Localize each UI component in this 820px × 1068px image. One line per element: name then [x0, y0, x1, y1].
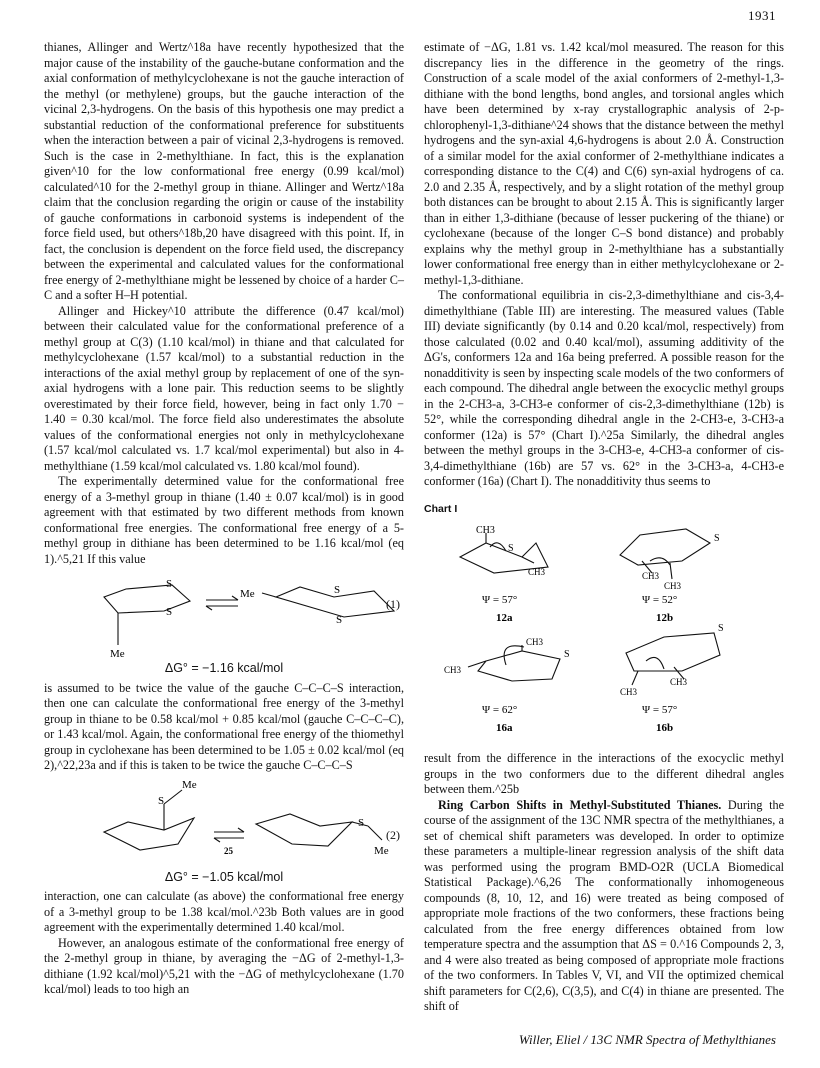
chart-12a-ch3-top: CH3: [476, 525, 495, 536]
chart-1: [424, 521, 784, 751]
equation-1-label: (1): [386, 597, 400, 611]
left-paragraph-2: Allinger and Hickey^10 attribute the difference (0.47 kcal/mol) between their calculated value for the conformational preference of a methyl group at C(3) (1.10 kcal/mol) in thiane and that calculated for methylcyclohexane (1.57 kcal/mol) to a substantial reduction in the interactions of the axial methyl group by replacement of one of the syn-axial hydrogens with a lone pair. This reduction seems to be slightly overestimated by their force field, however, being in fact only 1.70 − 1.40 = 0.30 kcal/mol. The force field also underestimates the absolute values of the conformational energies not only in methylcyclohexane (1.57 kcal/mol calculated vs. 1.7 kcal/mol experimental) but also in 4-methylthiane (1.59 kcal/mol calculated vs. 1.80 kcal/mol found).: [44, 303, 404, 473]
eq1-s-bottom: S: [166, 606, 173, 618]
section-heading: Ring Carbon Shifts in Methyl-Substituted Thianes.: [438, 797, 722, 812]
chart-12b-s: S: [714, 533, 720, 544]
left-paragraph-6: However, an analogous estimate of the conformational free energy of the 2-methyl group in thiane, by averaging the −ΔG of 2-methyl-1,3-dithiane (1.92 kcal/mol)^5,21 with the −ΔG of methylcyclohexane (1.70 kcal/mol) leads to too high an: [44, 935, 404, 996]
equation-2-scheme: [44, 774, 404, 868]
left-paragraph-5: interaction, one can calculate (as above) the conformational free energy of a 3-methyl group to be 1.38 kcal/mol.^23b Both values are in good agreement with the experimentally determined 1.40 kcal/mol.: [44, 889, 404, 934]
right-paragraph-2: The conformational equilibria in cis-2,3-dimethylthiane and cis-3,4-dimethylthiane (Table III) are interesting. The measured values (Table III) deviate significantly (by 0.14 and 0.20 kcal/mol, respectively) from those calculated (0.02 and 0.40 kcal/mol), assuming additivity of the ΔG's, conformers 12a and 16a being preferred. A possible reason for the nonadditivity is seen by inspecting scale models of the two conformers of each compound. The dihedral angle between the exocyclic methyl groups in the 2-CH3-a, 3-CH3-e conformer of cis-2,3-dimethylthiane (12b) is 52°, while the corresponding dihedral angle in the 2-CH3-e, 3-CH3-a conformer (12a) is 57° (Chart I).^25a Similarly, the dihedral angles between the methyl groups in the 3-CH3-e, 4-CH3-a conformer of cis-3,4-dimethylthiane (16b) are 57 vs. 62° in the 3-CH3-a, 4-CH3-e conformer (16a) (Chart I). The nonadditivity thus seems to: [424, 288, 784, 488]
right-paragraph-1: estimate of −ΔG, 1.81 vs. 1.42 kcal/mol measured. The reason for this discrepancy lies in the difference in the geometry of the rings. Construction of a scale model of the axial conformers of 2-methyl-1,3-dithiane with the bond lengths, bond angles, and torsional angles which have been determined by x-ray crystallographic analysis of 2-p-chlorophenyl-1,3-dithiane^24 shows that the distance between the methyl hydrogens and the syn-axial 4,6-hydrogens is about 2.0 Å. Construction of a similar model for the axial conformer of 2-methylthiane indicates a corresponding distance to the C(4) and C(6) syn-axial hydrogens of ca. 2.0 and 2.35 Å, respectively, and by a slight rotation of the methyl group both distances can be brought to about 2.15 Å. This is significantly larger than in either 1,3-dithiane (because of lesser puckering of the thiane) or cyclohexane (because of the longer C–S bond distance) and probably explains why the methyl group in 2-methylthiane has a substantially lower conformational free energy than in either methylcyclohexane or 2-methyl-1,3-dithiane.: [424, 40, 784, 287]
eq2-temperature: 25: [224, 845, 233, 856]
eq1-me-axial: Me: [110, 648, 125, 659]
eq2-s-axial: S: [158, 794, 165, 807]
right-paragraph-4: [424, 798, 784, 1015]
equation-2-delta-g: ΔG° = −1.05 kcal/mol: [164, 869, 284, 884]
chart-16a-s: S: [564, 649, 570, 660]
chart-12b-label: 12b: [656, 612, 674, 624]
equation-2-label: (2): [386, 827, 400, 842]
running-footer: Willer, Eliel / 13C NMR Spectra of Methylthianes: [518, 1032, 776, 1047]
chart-16a-ch3-top: CH3: [526, 637, 544, 647]
chart-16b-s: S: [718, 623, 724, 634]
eq1-s-right-bottom: S: [336, 614, 343, 626]
page-number: 1931: [748, 8, 776, 23]
left-column: [44, 40, 404, 998]
chart-12a-s: S: [508, 543, 514, 554]
chart-12a-psi: Ψ = 57°: [482, 594, 518, 606]
chart-12a-ch3-right: CH3: [528, 567, 546, 577]
chart-16a-label: 16a: [496, 722, 513, 734]
chart-12b-ch3-right: CH3: [664, 581, 682, 591]
eq2-me-axial: Me: [182, 778, 197, 791]
equation-1-delta-g: ΔG° = −1.16 kcal/mol: [164, 661, 284, 675]
eq1-s-top: S: [166, 578, 173, 590]
left-paragraph-4: is assumed to be twice the value of the gauche C–C–C–S interaction, then one can calculate the conformational free energy of the 3-methyl group in thiane to be 0.58 kcal/mol + 0.85 kcal/mol (gauche C–C–C–C), or 1.43 kcal/mol. Again, the conformational free energy of the thiomethyl group in cyclohexane has been determined to be 1.05 ± 0.02 kcal/mol (eq 2),^22,23a and if this is taken to be twice the gauche C–C–C–S: [44, 680, 404, 772]
equation-1-structure: [44, 567, 404, 659]
eq2-s-equatorial: S: [358, 816, 365, 829]
chart-12b-ch3-left: CH3: [642, 571, 660, 581]
chart-16b-psi: Ψ = 57°: [642, 704, 678, 716]
right-column: [424, 40, 784, 1015]
chart-12a-label: 12a: [496, 612, 513, 624]
chart-16b-label: 16b: [656, 722, 674, 734]
chart-16a-psi: Ψ = 62°: [482, 704, 518, 716]
eq2-me-equatorial: Me: [374, 844, 389, 857]
chart-16b-ch3-right: CH3: [670, 677, 688, 687]
chart-16b-ch3-left: CH3: [620, 687, 638, 697]
left-paragraph-3: The experimentally determined value for the conformational free energy of a 3-methyl group in thiane (1.40 ± 0.07 kcal/mol) is in good agreement with that estimated by two different methods from known conformational free energies. The conformational free energy of a 5-methyl group in dithiane has been determined to be 1.16 kcal/mol (eq 1).^5,21 If this value: [44, 474, 404, 566]
equation-2-structure: [44, 774, 404, 868]
equation-1-scheme: [44, 567, 404, 659]
chart-12b-psi: Ψ = 52°: [642, 594, 678, 606]
eq1-me-equatorial: Me: [240, 588, 255, 600]
chart-1-title: Chart I: [424, 502, 458, 515]
right-paragraph-3: result from the difference in the interactions of the exocyclic methyl groups in the two conformers due to the different dihedral angles between them.^25b: [424, 751, 784, 796]
left-paragraph-1: thianes, Allinger and Wertz^18a have recently hypothesized that the major cause of the instability of the gauche-butane conformation and the axial conformation of methylcyclohexane is not the gauche interaction of the methyl (or methylene) groups, but the gauche interaction of the vicinal 2,3-hydrogens. On the basis of this hypothesis one may predict a substantial reduction of the conformational preference for substituents when the interaction between a pair of vicinal 2,3-hydrogens is removed. Such is the case in 2-methylthiane. In fact, this is the explanation given^10 for the low conformational free energy (0.99 kcal/mol) calculated^10 for the 2-methyl group in thiane. Allinger and Wertz^18a claim that the conclusion regarding the origin or cause of the instability of gauche conformations in carbonoid systems is independent of the force field used, but others^18b,20 have disagreed with this point. If, in fact, the conclusion is dependent on the force field used, the discrepancy between the experimental and calculated values for the conformational free energy of 2-methylthiane might be lessened by choice of a harder C–C and a softer H–H potential.: [44, 40, 404, 302]
right-paragraph-4-text: During the course of the assignment of the 13C NMR spectra of the methylthianes, a set of chemical shift parameters was developed. In order to optimize these parameters a multiple-linear regression analysis of the shift data was performed using the program BMD-O2R (UCLA Biomedical Statistical Package).^6,26 The conformationally inhomogeneous compounds (8, 10, 12, and 16) were treated as being composed of appropriate mole fractions of the two conformers, these fractions being calculated from the free energy differences obtained from low temperature spectra and the assumption that ΔS = 0.^16 Compounds 2, 3, and 4 were also treated as being composed of appropriate mole fractions of the two conformers. In Tables V, VI, and VII the optimized chemical shift parameters for C(2,6), C(3,5), and C(4) in thiane are presented. The shift of: [424, 797, 784, 1013]
chart-1-structures: [424, 521, 784, 751]
chart-16a-ch3-left: CH3: [444, 665, 462, 675]
eq1-s-right-top: S: [334, 584, 341, 596]
